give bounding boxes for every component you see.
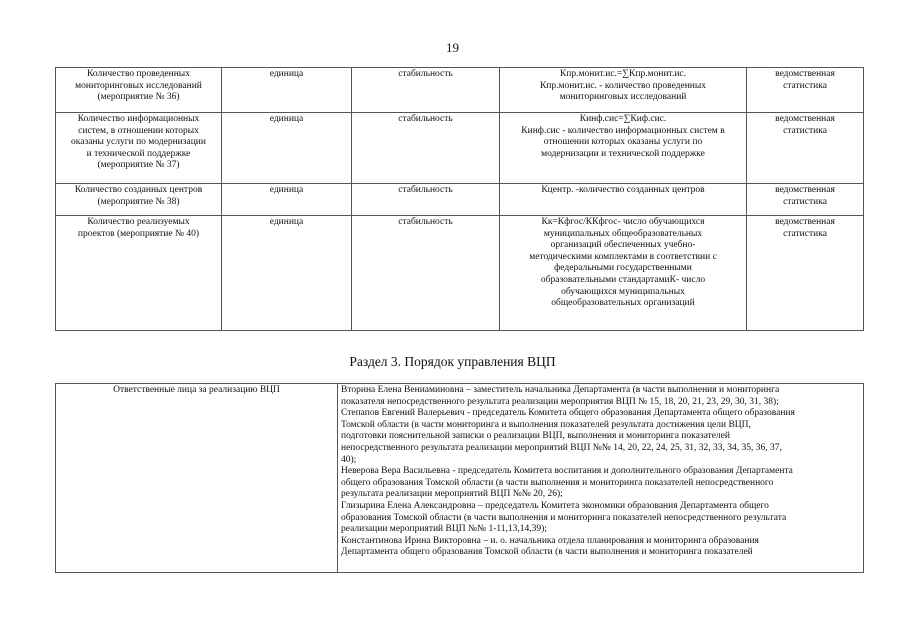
- responsible-label: Ответственные лица за реализацию ВЦП: [56, 384, 338, 573]
- indicator-type: стабильность: [352, 184, 500, 216]
- indicator-name: Количество реализуемых проектов (мероприятие № 40): [56, 216, 222, 331]
- indicator-row: [56, 216, 864, 331]
- indicator-type: стабильность: [352, 68, 500, 113]
- indicator-source: ведомственная статистика: [747, 68, 864, 113]
- responsible-persons: Вторина Елена Вениаминовна – заместитель начальника Департамента (в части выполнения и мониторинга показателя непосредственного результата реализации мероприятия ВЦП № 15, 18, 20, 21, 23, 29, 30, 31, 38); Степапов Евгений Валерьевич - председатель Комитета общего образования Департамента общего образования Томской области (в части мониторинга и выполнения показателей результата достижения цели ВЦП, подготовки пояснительной записки о реализации ВЦП, выполнения и мониторинга показателей непосредственного результата реализации мероприятий ВЦП №№ 14, 20, 22, 24, 25, 31, 32, 33, 34, 35, 36, 37, 40); Неверова Вера Васильевна - председатель Комитета воспитания и дополнительного образования Департамента общего образования Томской области (в части выполнения и мониторинга показателей непосредственного результата реализации мероприятий ВЦП №№ 20, 26); Глизырина Елена Александровна – председатель Комитета экономики образования Департамента общего образования Томской области (в части выполнения и мониторинга показателей непосредственного результата реализации мероприятий ВЦП №№ 1-11,13,14,39); Константинова Ирина Викторовна – и. о. начальника отдела планирования и мониторинга образования Департамента общего образования Томской области (в части выполнения и мониторинга показателей: [338, 384, 864, 573]
- indicator-formula: Кинф.сис=∑Киф.сис. Кинф.сис - количество информационных систем в отношении которых оказаны услуги по модернизации и технической поддержке: [500, 113, 747, 184]
- indicator-name: Количество информационных систем, в отношении которых оказаны услуги по модернизации и технической поддержке (мероприятие № 37): [56, 113, 222, 184]
- indicator-formula: Кпр.монит.ис.=∑Кпр.монит.ис. Кпр.монит.ис. - количество проведенных мониторинговых исследований: [500, 68, 747, 113]
- indicator-name: Количество созданных центров (мероприятие № 38): [56, 184, 222, 216]
- indicator-source: ведомственная статистика: [747, 216, 864, 331]
- indicator-row: [56, 68, 864, 113]
- section-title: Раздел 3. Порядок управления ВЦП: [349, 354, 556, 369]
- indicator-formula: Кцентр. -количество созданных центров: [500, 184, 747, 216]
- indicator-type: стабильность: [352, 216, 500, 331]
- management-row: [56, 384, 864, 573]
- indicator-source: ведомственная статистика: [747, 113, 864, 184]
- indicators-table: [55, 67, 864, 331]
- indicator-unit: единица: [222, 68, 352, 113]
- indicator-unit: единица: [222, 184, 352, 216]
- indicator-unit: единица: [222, 113, 352, 184]
- indicator-name: Количество проведенных мониторинговых исследований (мероприятие № 36): [56, 68, 222, 113]
- indicator-row: [56, 113, 864, 184]
- indicator-unit: единица: [222, 216, 352, 331]
- indicator-formula: Кк=Кфгос/ККфгос- число обучающихся муниципальных общеобразовательных организаций обеспеченных учебно- методическими комплектами в соответствии с федеральными государственными образовательными стандартамиК- число обучающихся муниципальных общеобразовательных организаций: [500, 216, 747, 331]
- indicator-type: стабильность: [352, 113, 500, 184]
- page-number: 19: [446, 40, 459, 55]
- indicator-source: ведомственная статистика: [747, 184, 864, 216]
- management-table: [55, 383, 864, 573]
- indicator-row: [56, 184, 864, 216]
